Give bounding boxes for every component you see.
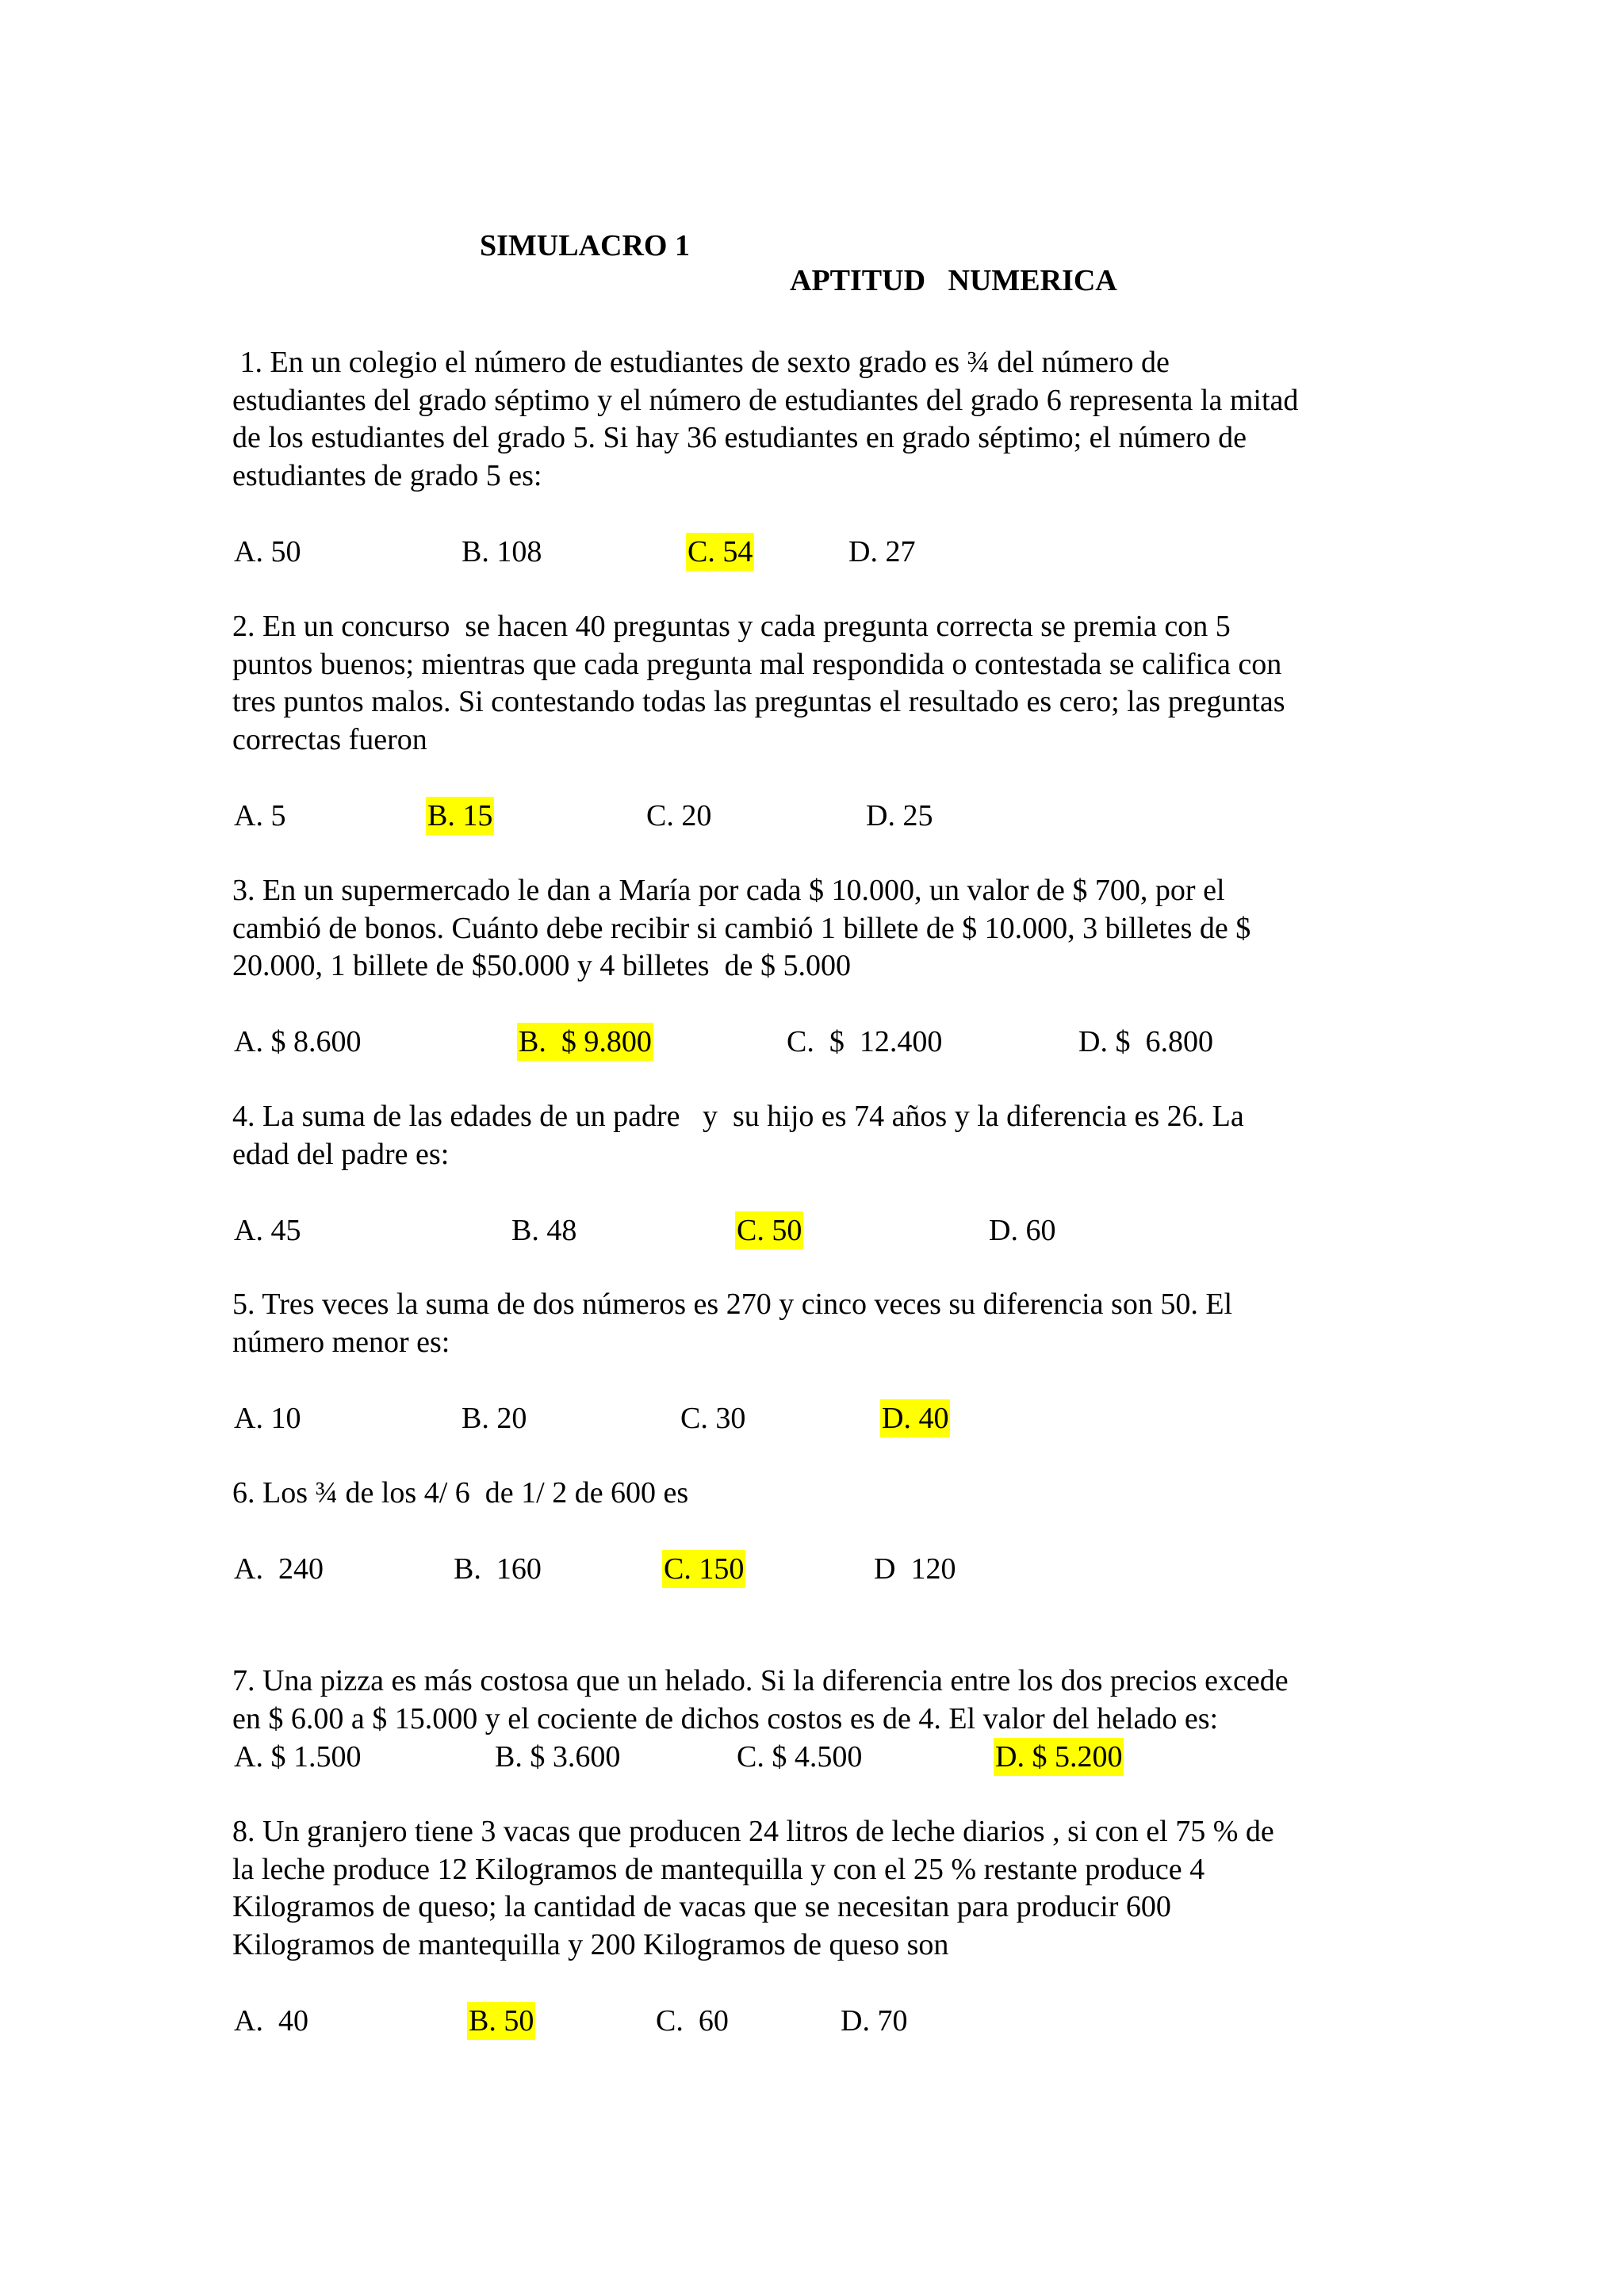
option-b-highlighted: B. $ 9.800 (517, 1023, 653, 1061)
question-8-text: 8. Un granjero tiene 3 vacas que producen 24 litros de leche diarios , si con el 75 % de la leche produce 12 Kilogramos de mantequilla y con el 25 % restante produce 4 Kilogramos de queso; la cantidad de vacas que se necesitan para producir 600 Kilogramos de mantequilla y 200 Kilogramos de queso son (232, 1815, 1274, 1961)
question-1-text: 1. En un colegio el número de estudiantes de sexto grado es ¾ del número de estudiantes del grado séptimo y el número de estudiantes del grado 6 representa la mitad de los estudiantes del grado 5. Si hay 36 estudiantes en grado séptimo; el número de estudiantes de grado 5 es: (232, 346, 1299, 492)
option-a: A. $ 8.600 (234, 1025, 362, 1058)
question-4-options (0, 1211, 1624, 1249)
option-b: B. $ 3.600 (495, 1740, 621, 1774)
option-c-highlighted: C. 150 (662, 1550, 745, 1588)
question-2-options (0, 797, 1624, 835)
document-title (0, 193, 1624, 333)
option-d-highlighted: D. 40 (880, 1399, 950, 1437)
option-c: C. 60 (656, 2004, 729, 2038)
question-6-text: 6. Los ¾ de los 4/ 6 de 1/ 2 de 600 es (232, 1476, 689, 1510)
question-3-text: 3. En un supermercado le dan a María por cada $ 10.000, un valor de $ 700, por el cambió de bonos. Cuánto debe recibir si cambió 1 billete de $ 10.000, 3 billetes de $ 20.000, 1 billete de $50.000 y 4 billetes de $ 5.000 (232, 874, 1251, 982)
question-7-options (0, 1738, 1624, 1776)
question-5-options (0, 1399, 1624, 1437)
option-c: C. 20 (646, 799, 712, 832)
option-d: D. 25 (866, 799, 933, 832)
option-d: D 120 (874, 1552, 956, 1586)
option-b-highlighted: B. 50 (467, 2002, 535, 2040)
question-2-text: 2. En un concurso se hacen 40 preguntas y cada pregunta correcta se premia con 5 puntos buenos; mientras que cada pregunta mal respondida o contestada se califica con tres puntos malos. Si contestando todas las preguntas el resultado es cero; las preguntas correctas fueron (232, 610, 1285, 756)
option-b-highlighted: B. 15 (426, 797, 494, 835)
question-8-options (0, 2002, 1624, 2040)
option-c: C. $ 4.500 (737, 1740, 863, 1774)
question-3-options (0, 1023, 1624, 1061)
question-5-text: 5. Tres veces la suma de dos números es 270 y cinco veces su diferencia son 50. El número menor es: (232, 1288, 1233, 1359)
option-c: C. 30 (680, 1402, 746, 1435)
option-a: A. $ 1.500 (234, 1740, 362, 1774)
option-b: B. 160 (454, 1552, 542, 1586)
option-c-highlighted: C. 54 (686, 533, 754, 571)
option-a: A. 10 (234, 1402, 301, 1435)
option-a: A. 240 (234, 1552, 324, 1586)
option-d: D. 27 (848, 535, 916, 568)
option-c: C. $ 12.400 (787, 1025, 943, 1058)
option-b: B. 48 (511, 1214, 577, 1247)
option-c-highlighted: C. 50 (735, 1211, 803, 1249)
option-a: A. 50 (234, 535, 301, 568)
question-6-options (0, 1550, 1624, 1588)
option-d: D. 60 (989, 1214, 1056, 1247)
option-d-highlighted: D. $ 5.200 (994, 1738, 1124, 1776)
question-4-text: 4. La suma de las edades de un padre y su hijo es 74 años y la diferencia es 26. La edad del padre es: (232, 1100, 1244, 1171)
option-d: D. 70 (841, 2004, 908, 2038)
option-a: A. 5 (234, 799, 286, 832)
question-7-text: 7. Una pizza es más costosa que un helado. Si la diferencia entre los dos precios excede en $ 6.00 a $ 15.000 y el cociente de dichos costos es de 4. El valor del helado es: (232, 1664, 1289, 1735)
option-a: A. 40 (234, 2004, 308, 2038)
option-a: A. 45 (234, 1214, 301, 1247)
option-b: B. 20 (462, 1402, 527, 1435)
question-1-options (0, 533, 1624, 571)
title-aptitud: APTITUD NUMERICA (790, 264, 1117, 297)
option-b: B. 108 (462, 535, 542, 568)
option-d: D. $ 6.800 (1078, 1025, 1213, 1058)
title-simulacro: SIMULACRO 1 (480, 229, 690, 262)
